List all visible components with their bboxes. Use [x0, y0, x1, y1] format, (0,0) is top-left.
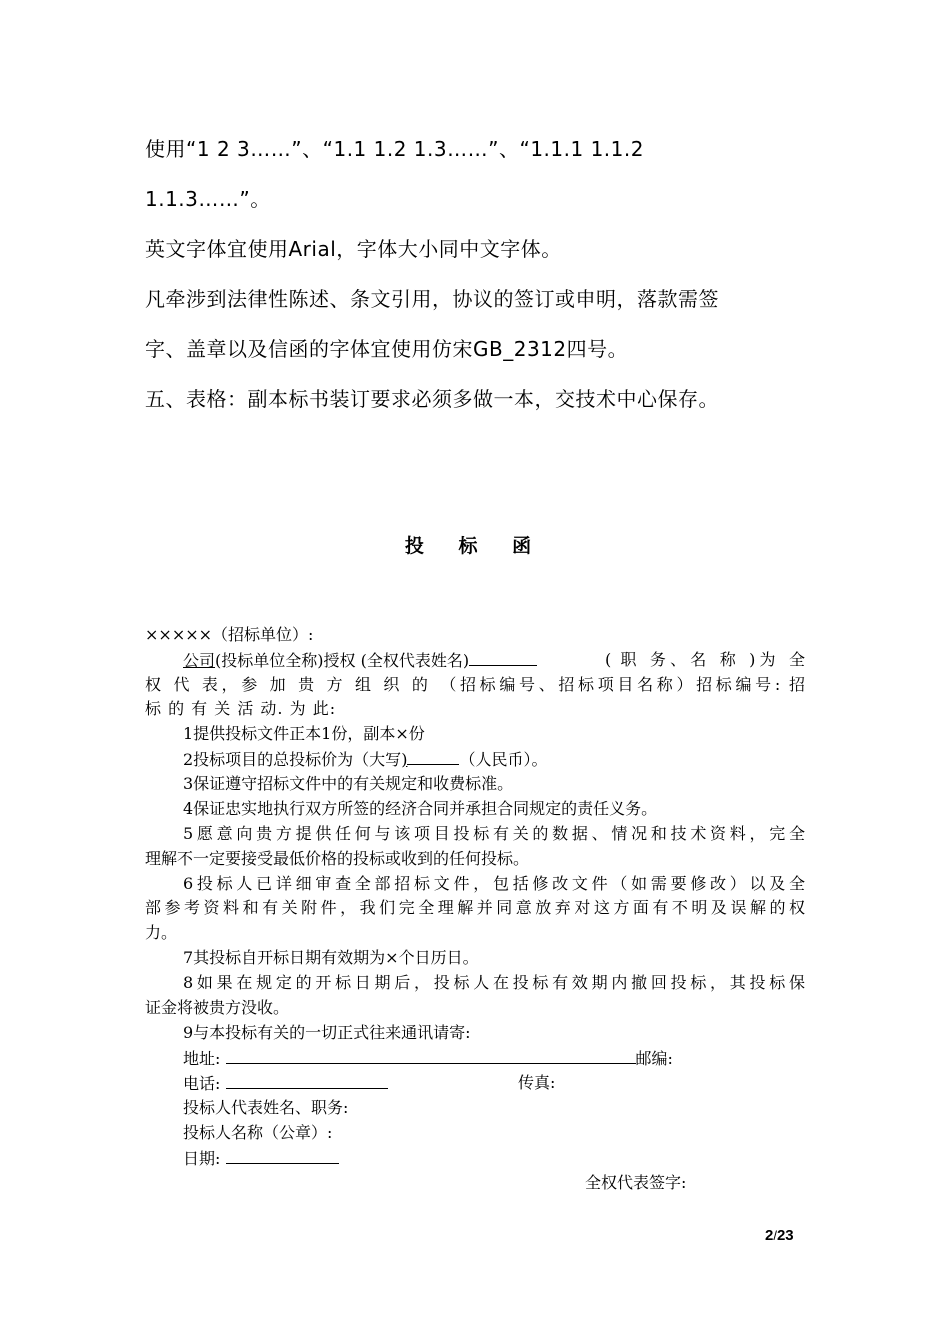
fax-label: 传真: [518, 1073, 556, 1092]
bidder-name-label: 投标人名称（公章）: [183, 1123, 333, 1142]
item-8-line-2: 证金将被贵方没收。 [145, 998, 290, 1017]
item-2-text: 2投标项目的总投标价为（大写 [183, 750, 402, 769]
item-2-currency: （人民币）。 [459, 750, 548, 769]
date-label: 日期: [183, 1149, 221, 1168]
legal-font-rule-line-2: 字、盖章以及信函的字体宜使用仿宋GB_2312四号。 [145, 337, 629, 361]
signature-label: 全权代表签字: [585, 1173, 687, 1192]
numbering-rule-line-1: 使用“1 2 3……”、“1.1 1.2 1.3……”、“1.1.1 1.1.2 [145, 137, 644, 161]
page-number [765, 1227, 794, 1244]
intro-line-1 [183, 650, 537, 671]
item-2-paren: ) [401, 750, 408, 769]
address-row [183, 1048, 673, 1069]
numbering-rule-line-2: 1.1.3……”。 [145, 187, 271, 211]
postcode-label: 邮编: [635, 1049, 673, 1068]
item-5-line-1: 5愿意向贵方提供任何与该项目投标有关的数据、情况和技术资料，完全 [183, 824, 805, 843]
english-font-rule: 英文字体宜使用Arial，字体大小同中文字体。 [145, 237, 562, 261]
item-8-line-1: 8如果在规定的开标日期后，投标人在投标有效期内撤回投标，其投标保 [183, 973, 805, 992]
item-6-line-2: 部参考资料和有关附件，我们完全理解并同意放弃对这方面有不明及误解的权 [145, 898, 805, 917]
item-6-line-1: 6投标人已详细审查全部招标文件，包括修改文件（如需要修改）以及全 [183, 874, 805, 893]
rep-name-label: 投标人代表姓名、职务: [183, 1098, 349, 1117]
date-field[interactable] [226, 1148, 339, 1164]
item-5-line-2: 理解不一定要接受最低价格的投标或收到的任何投标。 [145, 849, 530, 868]
phone-row [183, 1073, 388, 1094]
address-field[interactable] [226, 1048, 636, 1064]
price-blank [407, 749, 459, 765]
position-blank [469, 650, 537, 666]
table-rule: 五、表格：副本标书装订要求必须多做一本，交技术中心保存。 [145, 387, 719, 411]
item-4: 4保证忠实地执行双方所签的经济合同并承担合同规定的责任义务。 [183, 799, 658, 818]
legal-font-rule-line-1: 凡牵涉到法律性陈述、条文引用，协议的签订或申明，落款需签 [145, 287, 719, 311]
item-1: 1提供投标文件正本1份，副本×份 [183, 724, 425, 743]
phone-label: 电话: [183, 1074, 221, 1093]
intro-line-1-text: (投标单位全称)授权 (全权代表姓名) [215, 651, 470, 670]
item-9: 9与本投标有关的一切正式往来通讯请寄: [183, 1023, 471, 1042]
intro-line-2: 权 代 表，参 加 贵 方 组 织 的 （招标编号、招标项目名称）招标编号: 招 [145, 675, 805, 694]
intro-line-1-end: ( 职 务、名 称 )为 全 [605, 650, 805, 669]
intro-line-3: 标 的 有 关 活 动. 为 此: [145, 699, 337, 718]
date-row [183, 1148, 339, 1169]
address-label: 地址: [183, 1049, 221, 1068]
item-6-line-3: 力。 [145, 923, 178, 942]
item-7: 7其投标自开标日期有效期为×个日历日。 [183, 948, 479, 967]
item-2 [183, 749, 547, 770]
addressee: ×××××（招标单位）: [145, 625, 314, 644]
letter-title: 投 标 函 [404, 535, 546, 557]
company-underlined: 公司 [183, 651, 216, 670]
item-3: 3保证遵守招标文件中的有关规定和收费标准。 [183, 774, 514, 793]
current-page: 2 [765, 1227, 774, 1244]
page-separator: / [773, 1228, 777, 1243]
phone-field[interactable] [226, 1073, 388, 1089]
total-pages: 23 [776, 1227, 794, 1244]
